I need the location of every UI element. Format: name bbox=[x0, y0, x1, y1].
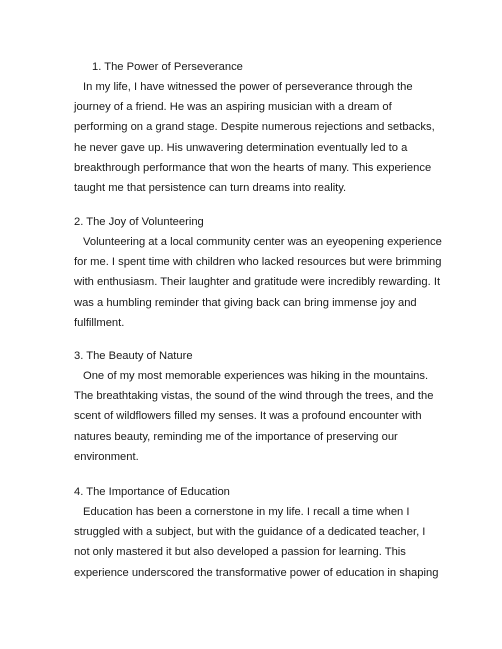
section-heading: 4. The Importance of Education bbox=[74, 486, 230, 498]
section-heading: 1. The Power of Perseverance bbox=[92, 61, 243, 73]
section-paragraph: In my life, I have witnessed the power of perseverance through the journey of a friend. He was an aspiring musician with a dream of performing on a grand stage. Despite numerous rejections and setbacks, he never gave up. His unwavering determination eventually led to a breakthrough performance that won the hearts of many. This experience taught me that persistence can turn dreams into reality. bbox=[74, 81, 435, 195]
section-volunteering bbox=[74, 212, 444, 333]
section-paragraph: Education has been a cornerstone in my life. I recall a time when I struggled with a subject, but with the guidance of a dedicated teacher, I not only mastered it but also developed a passion for learning. This experience underscored the transformative power of education in shaping bbox=[74, 506, 439, 579]
section-paragraph: One of my most memorable experiences was hiking in the mountains. The breathtaking vistas, the sound of the wind through the trees, and the scent of wildflowers filled my senses. It was a profound encounter with natures beauty, reminding me of the importance of preserving our environment. bbox=[74, 370, 434, 463]
section-education bbox=[74, 482, 444, 583]
section-heading: 3. The Beauty of Nature bbox=[74, 350, 193, 362]
section-heading: 2. The Joy of Volunteering bbox=[74, 216, 204, 228]
section-perseverance bbox=[74, 57, 444, 198]
section-nature bbox=[74, 346, 444, 467]
section-paragraph: Volunteering at a local community center was an eyeopening experience for me. I spent time with children who lacked resources but were brimming with enthusiasm. Their laughter and gratitude were incredibly rewarding. It was a humbling reminder that giving back can bring immense joy and fulfillment. bbox=[74, 236, 442, 329]
